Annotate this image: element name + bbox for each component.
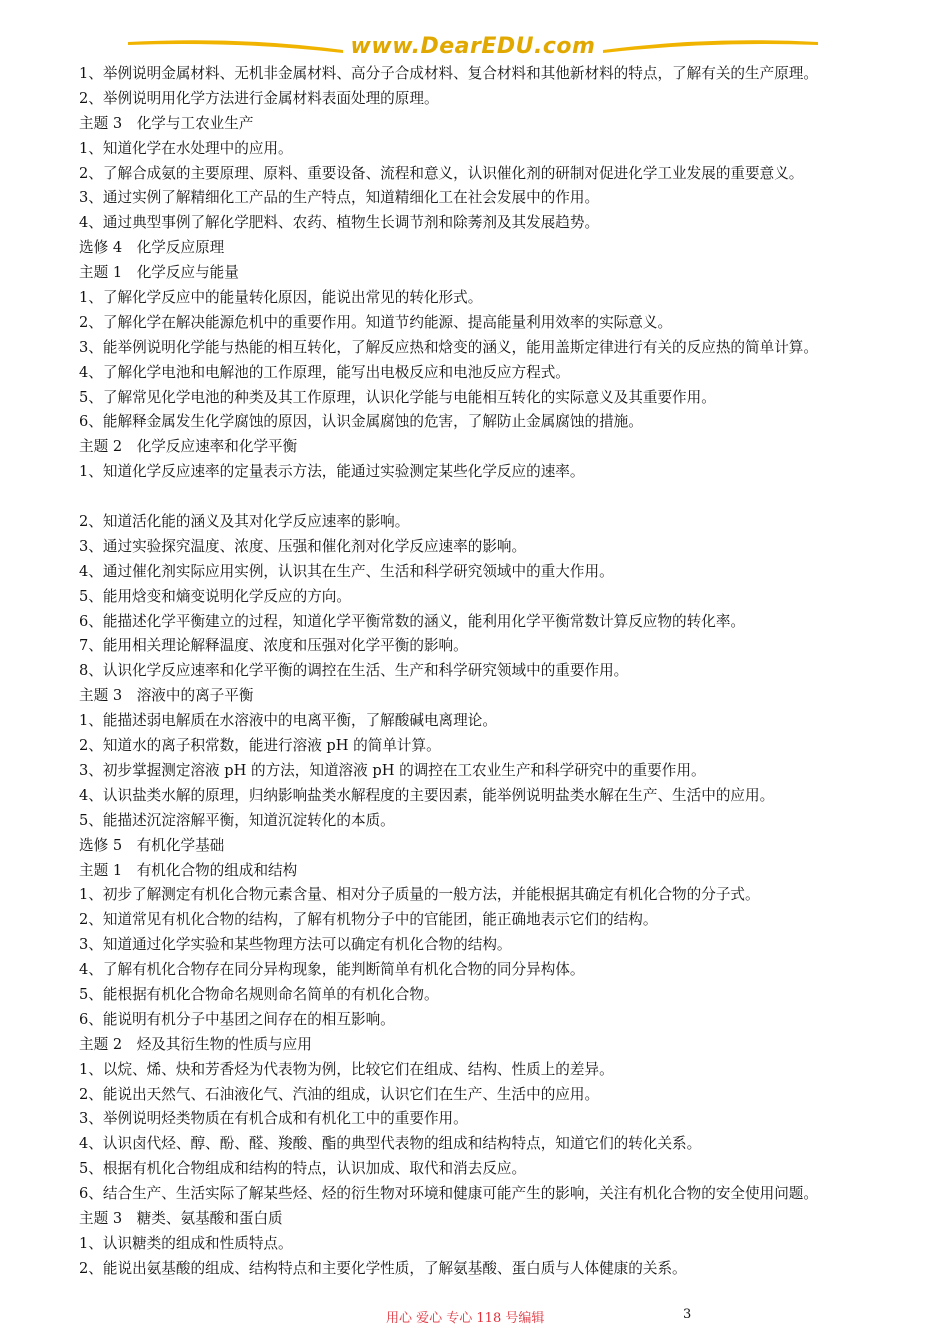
text-line: 6、结合生产、生活实际了解某些烃、烃的衍生物对环境和健康可能产生的影响，关注有机化合物的安全使用问题。 <box>79 1185 818 1203</box>
section-heading: 主题 3 糖类、氨基酸和蛋白质 <box>79 1209 283 1227</box>
text-line: 7、能用相关理论解释温度、浓度和压强对化学平衡的影响。 <box>79 637 468 655</box>
text-line: 1、举例说明金属材料、无机非金属材料、高分子合成材料、复合材料和其他新材料的特点，了解有关的生产原理。 <box>79 65 818 82</box>
text-line: 6、能描述化学平衡建立的过程，知道化学平衡常数的涵义，能利用化学平衡常数计算反应物的转化率。 <box>79 612 746 630</box>
text-line: 5、能用焓变和熵变说明化学反应的方向。 <box>79 587 351 605</box>
text-line: 4、认识卤代烃、醇、酚、醛、羧酸、酯的典型代表物的组成和结构特点，知道它们的转化关系。 <box>79 1135 702 1153</box>
page-number: 3 <box>683 1307 692 1322</box>
text-line: 1、初步了解测定有机化合物元素含量、相对分子质量的一般方法，并能根据其确定有机化合物的分子式。 <box>79 886 760 904</box>
text-line: 6、能说明有机分子中基团之间存在的相互影响。 <box>79 1010 395 1028</box>
page-footer <box>0 1307 950 1327</box>
text-line: 3、通过实验探究温度、浓度、压强和催化剂对化学反应速率的影响。 <box>79 537 527 555</box>
text-line: 1、能描述弱电解质在水溶液中的电离平衡，了解酸碱电离理论。 <box>79 712 497 730</box>
text-line: 2、了解合成氨的主要原理、原料、重要设备、流程和意义，认识催化剂的研制对促进化学工业发展的重要意义。 <box>79 164 804 182</box>
text-line: 2、能说出天然气、石油液化气、汽油的组成，认识它们在生产、生活中的应用。 <box>79 1085 600 1103</box>
text-line: 2、能说出氨基酸的组成、结构特点和主要化学性质，了解氨基酸、蛋白质与人体健康的关系。 <box>79 1259 687 1277</box>
text-line: 3、初步掌握测定溶液 pH 的方法，知道溶液 pH 的调控在工农业生产和科学研究中的重要作用。 <box>79 761 706 779</box>
text-line: 4、了解化学电池和电解池的工作原理，能写出电极反应和电池反应方程式。 <box>79 363 570 381</box>
text-line: 1、以烷、烯、炔和芳香烃为代表物为例，比较它们在组成、结构、性质上的差异。 <box>79 1060 614 1078</box>
text-line: 5、能描述沉淀溶解平衡，知道沉淀转化的本质。 <box>79 811 395 829</box>
text-line: 8、认识化学反应速率和化学平衡的调控在生活、生产和科学研究领域中的重要作用。 <box>79 662 629 680</box>
section-heading: 主题 2 化学反应速率和化学平衡 <box>79 438 298 456</box>
text-line: 6、能解释金属发生化学腐蚀的原因，认识金属腐蚀的危害，了解防止金属腐蚀的措施。 <box>79 413 643 431</box>
text-line: 3、能举例说明化学能与热能的相互转化，了解反应热和焓变的涵义，能用盖斯定律进行有关的反应热的简单计算。 <box>79 338 818 356</box>
text-line: 5、能根据有机化合物命名规则命名简单的有机化合物。 <box>79 985 439 1003</box>
text-line: 4、通过典型事例了解化学肥料、农药、植物生长调节剂和除莠剂及其发展趋势。 <box>79 214 600 232</box>
text-line: 2、知道活化能的涵义及其对化学反应速率的影响。 <box>79 513 410 531</box>
text-line: 3、通过实例了解精细化工产品的生产特点，知道精细化工在社会发展中的作用。 <box>79 189 600 207</box>
text-line: 4、通过催化剂实际应用实例，认识其在生产、生活和科学研究领域中的重大作用。 <box>79 562 614 580</box>
text-line: 3、举例说明烃类物质在有机合成和有机化工中的重要作用。 <box>79 1110 468 1128</box>
site-name[interactable]: www.DearEDU.com <box>350 34 596 59</box>
text-line: 1、知道化学在水处理中的应用。 <box>79 139 293 157</box>
text-line: 5、了解常见化学电池的种类及其工作原理，认识化学能与电能相互转化的实际意义及其重要作用。 <box>79 388 716 406</box>
text-line: 1、了解化学反应中的能量转化原因，能说出常见的转化形式。 <box>79 289 483 307</box>
text-line: 1、知道化学反应速率的定量表示方法，能通过实验测定某些化学反应的速率。 <box>79 463 585 481</box>
text-line: 2、知道水的离子积常数，能进行溶液 pH 的简单计算。 <box>79 737 441 755</box>
site-header <box>128 30 818 64</box>
text-line: 2、了解化学在解决能源危机中的重要作用。知道节约能源、提高能量利用效率的实际意义。 <box>79 313 673 331</box>
section-heading: 主题 2 烃及其衍生物的性质与应用 <box>79 1035 312 1053</box>
blank-line <box>79 485 919 510</box>
text-line: 3、知道通过化学实验和某些物理方法可以确定有机化合物的结构。 <box>79 936 512 954</box>
section-heading: 主题 3 化学与工农业生产 <box>79 114 254 132</box>
text-line: 2、举例说明用化学方法进行金属材料表面处理的原理。 <box>79 89 439 107</box>
section-heading: 选修 5 有机化学基础 <box>79 836 225 854</box>
document-body <box>79 62 919 1282</box>
text-line: 4、了解有机化合物存在同分异构现象，能判断简单有机化合物的同分异构体。 <box>79 961 585 979</box>
section-heading: 主题 1 有机化合物的组成和结构 <box>79 861 298 879</box>
text-line: 1、认识糖类的组成和性质特点。 <box>79 1234 293 1252</box>
footer-note: 用心 爱心 专心 118 号编辑 <box>386 1311 545 1326</box>
text-line: 5、根据有机化合物组成和结构的特点，认识加成、取代和消去反应。 <box>79 1160 527 1178</box>
text-line: 4、认识盐类水解的原理，归纳影响盐类水解程度的主要因素，能举例说明盐类水解在生产、生活中的应用。 <box>79 786 775 804</box>
section-heading: 主题 3 溶液中的离子平衡 <box>79 687 254 705</box>
text-line: 2、知道常见有机化合物的结构，了解有机物分子中的官能团，能正确地表示它们的结构。 <box>79 911 658 929</box>
section-heading: 选修 4 化学反应原理 <box>79 239 225 257</box>
section-heading: 主题 1 化学反应与能量 <box>79 264 239 282</box>
